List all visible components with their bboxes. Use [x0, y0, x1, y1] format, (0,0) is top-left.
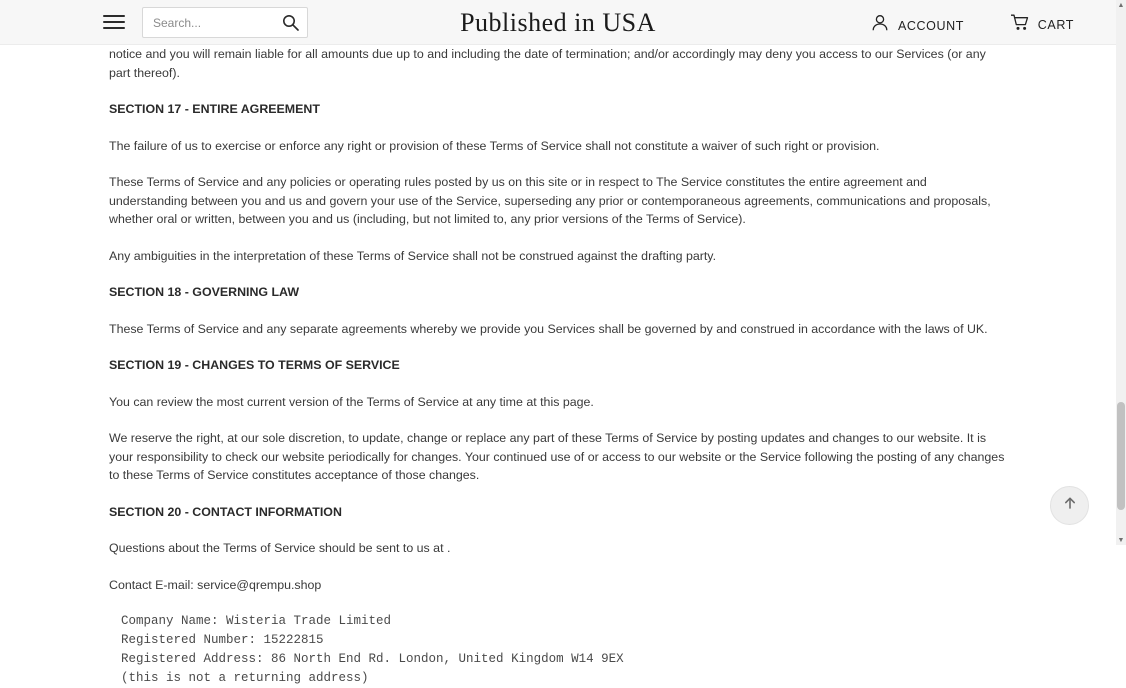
scroll-down-arrow[interactable]: ▼ [1117, 536, 1125, 544]
page-content [0, 45, 1116, 685]
user-icon [869, 12, 891, 39]
paragraph: notice and you will remain liable for all amounts due up to and including the date of termination; and/or accordingly may deny you access to our Services (or any part thereof). [109, 47, 986, 80]
section-heading: SECTION 19 - CHANGES TO TERMS OF SERVICE [109, 358, 400, 372]
section-heading: SECTION 18 - GOVERNING LAW [109, 285, 300, 299]
section-heading: SECTION 17 - ENTIRE AGREEMENT [109, 102, 320, 116]
cart-button[interactable] [1009, 12, 1074, 37]
account-button[interactable] [869, 12, 964, 39]
site-header [0, 0, 1116, 45]
terms-of-service-document [0, 45, 1116, 688]
vertical-scrollbar[interactable] [1116, 0, 1126, 545]
paragraph: Contact E-mail: service@qrempu.shop [109, 577, 322, 592]
paragraph: The failure of us to exercise or enforce any right or provision of these Terms of Service shall not constitute a waiver of such right or provision. [109, 138, 880, 153]
arrow-up-icon [1061, 494, 1079, 517]
back-to-top-button[interactable] [1050, 486, 1089, 525]
section-heading: SECTION 20 - CONTACT INFORMATION [109, 504, 342, 519]
paragraph: These Terms of Service and any separate agreements whereby we provide you Services shall be governed by and construed in accordance with the laws of UK. [109, 321, 988, 336]
paragraph: Any ambiguities in the interpretation of these Terms of Service shall not be construed against the drafting party. [109, 248, 717, 263]
cart-icon [1009, 12, 1031, 37]
scrollbar-thumb[interactable] [1117, 402, 1125, 510]
site-title: Published in USA [460, 8, 656, 37]
paragraph: These Terms of Service and any policies or operating rules posted by us on this site or in respect to The Service constitutes the entire agreement and understanding between you and us and govern your use of the Service, superseding any prior or contemporaneous agreements, communications and proposals, whether oral or written, between you and us (including, but not limited to, any prior versions of the Terms of Service). [109, 175, 991, 226]
company-address-block: Company Name: Wisteria Trade Limited Registered Number: 15222815 Registered Address: 86 North End Rd. London, United Kingdom W14 9EX (this is not a returning address) [121, 614, 624, 685]
paragraph: We reserve the right, at our sole discretion, to update, change or replace any part of these Terms of Service by posting updates and changes to our website. It is your responsibility to check our website periodically for changes. Your continued use of or access to our website or the Service following the posting of any changes to these Terms of Service constitutes acceptance of those changes. [109, 431, 1005, 482]
paragraph: Questions about the Terms of Service should be sent to us at . [109, 541, 451, 555]
scroll-up-arrow[interactable]: ▲ [1117, 1, 1125, 9]
cart-label: CART [1037, 17, 1074, 32]
paragraph: You can review the most current version of the Terms of Service at any time at this page. [109, 394, 594, 409]
account-label: ACCOUNT [897, 18, 964, 33]
